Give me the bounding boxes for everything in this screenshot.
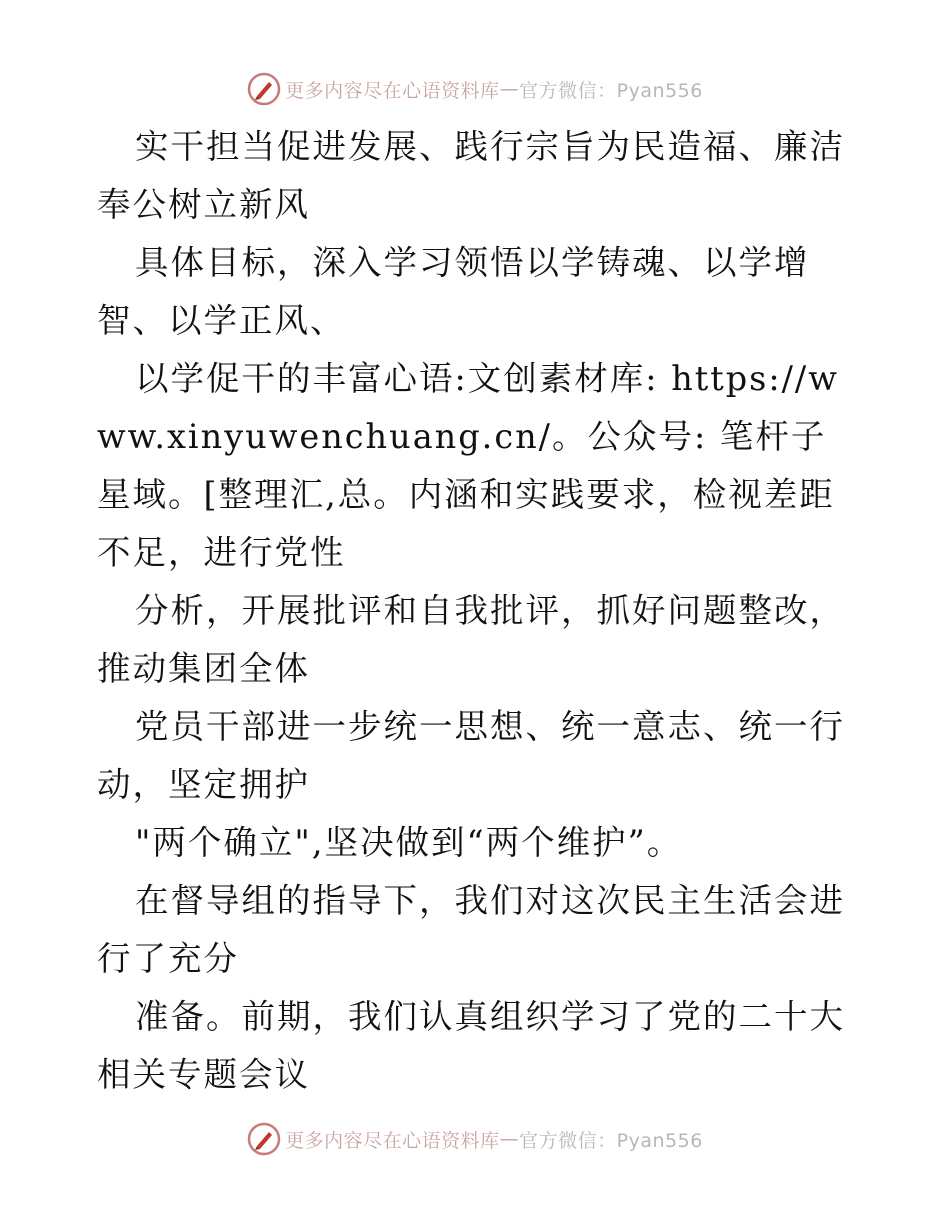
text-line: 公树立新风: [132, 185, 310, 224]
header-watermark: [0, 72, 950, 106]
watermark-brand-text: 更多内容尽在心语资料库: [285, 79, 500, 102]
text-line: 以学促干的丰富心语:文创素材库: https://: [135, 359, 809, 398]
text-line: 动集团全体: [132, 649, 310, 688]
text-line: 行党性: [239, 533, 346, 572]
watermark-brand-text: 更多内容尽在心语资料库: [285, 1129, 500, 1152]
paragraph: [97, 582, 857, 698]
watermark-dash: —: [499, 1128, 520, 1150]
pen-logo-icon: [247, 72, 281, 106]
text-line: 在督导组的指导下，我们对这次民主生活会进行: [97, 881, 845, 978]
text-line: 党员干部进一步统一思想、统一意志、统一行: [135, 707, 845, 746]
paragraph: [97, 118, 857, 234]
text-line: 具体目标，深入学习领悟以学铸魂、以学增智、: [97, 243, 810, 340]
watermark-contact-text: 官方微信：Pyan556: [519, 79, 703, 102]
document-body: [97, 118, 857, 1104]
paragraph: [97, 698, 857, 814]
paragraph: [97, 350, 857, 582]
paragraph: [97, 814, 857, 872]
paragraph: [97, 988, 857, 1104]
text-line: 分析，开展批评和自我批评，抓好问题整改，推: [97, 591, 845, 688]
text-line: 实干担当促进发展、践行宗旨为民造福、廉洁奉: [97, 127, 845, 224]
watermark-dash: —: [499, 78, 520, 100]
pen-logo-icon: [247, 1122, 281, 1156]
text-line: 了充分: [132, 939, 239, 978]
paragraph: [97, 234, 857, 350]
paragraph: [97, 872, 857, 988]
text-line: [整理汇,总。内涵和实践要求，检视差距不足，进: [97, 475, 835, 572]
text-line: 关专题会议: [132, 1055, 310, 1094]
text-line: 动，坚定拥护: [97, 765, 310, 804]
text-line: 以学正风、: [168, 301, 346, 340]
footer-watermark: [0, 1122, 950, 1156]
text-line: 准备。前期，我们认真组织学习了党的二十大相: [97, 997, 845, 1094]
text-line: www.xinyuwenchuang.cn/。公众号: 笔杆子星域。: [97, 359, 839, 514]
text-line: "两个确立",坚决做到“两个维护”。: [135, 823, 683, 862]
watermark-contact-text: 官方微信：Pyan556: [519, 1129, 703, 1152]
